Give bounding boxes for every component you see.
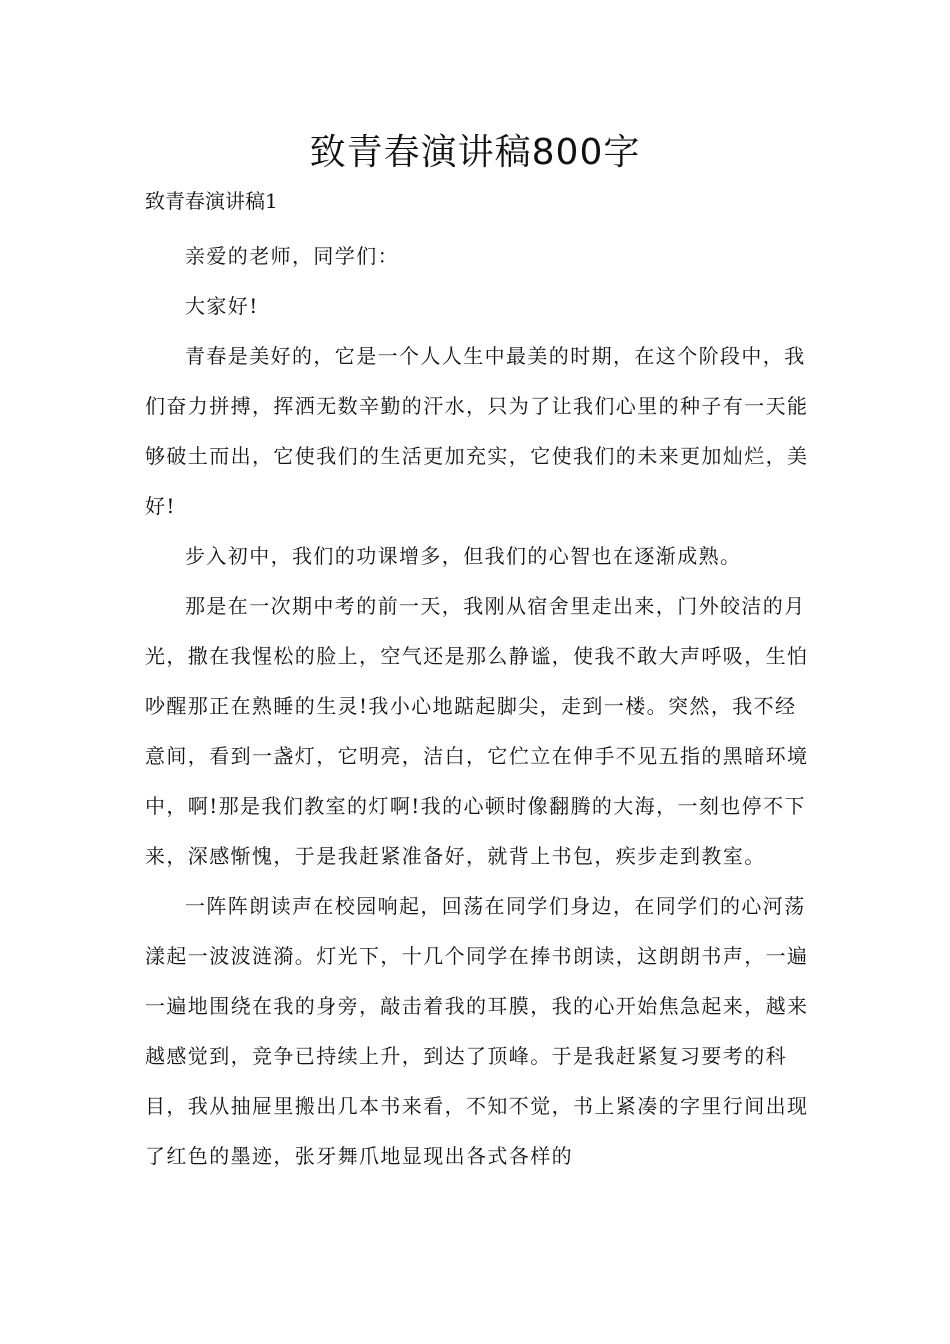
paragraph-reading: 一阵阵朗读声在校园响起，回荡在同学们身边，在同学们的心河荡漾起一波波涟漪。灯光下，十几个同学在捧书朗读，这朗朗书声，一遍一遍地围绕在我的身旁，敲击着我的耳膜，我的心开始焦急起来，越来越感觉到，竞争已持续上升，到达了顶峰。于是我赶紧复习要考的科目，我从抽屉里搬出几本书来看，不知不觉，书上紧凑的字里行间出现了红色的墨迹，张牙舞爪地显现出各式各样的 (145, 894, 809, 1168)
paragraph-midterm-night: 那是在一次期中考的前一天，我刚从宿舍里走出来，门外皎洁的月光，撒在我惺松的脸上，空气还是那么静谧，使我不敢大声呼吸，生怕吵醒那正在熟睡的生灵!我小心地踮起脚尖，走到一楼。突然，我不经意间，看到一盏灯，它明亮，洁白，它伫立在伸手不见五指的黑暗环境中，啊!那是我们教室的灯啊!我的心顿时像翻腾的大海，一刻也停不下来，深感惭愧，于是我赶紧准备好，就背上书包，疾步走到教室。 (145, 594, 809, 868)
paragraph-youth: 青春是美好的，它是一个人人生中最美的时期，在这个阶段中，我们奋力拼搏，挥洒无数辛勤的汗水，只为了让我们心里的种子有一天能够破土而出，它使我们的生活更加充实，它使我们的未来更加灿烂，美好! (145, 344, 809, 518)
document-subtitle: 致青春演讲稿1 (145, 189, 278, 213)
paragraph-greeting: 亲爱的老师，同学们： (185, 244, 399, 268)
paragraph-junior-high: 步入初中，我们的功课增多，但我们的心智也在逐渐成熟。 (185, 544, 742, 568)
document-body (145, 231, 815, 1181)
paragraph-hello: 大家好! (185, 294, 259, 318)
document-title: 致青春演讲稿800字 (309, 132, 641, 173)
